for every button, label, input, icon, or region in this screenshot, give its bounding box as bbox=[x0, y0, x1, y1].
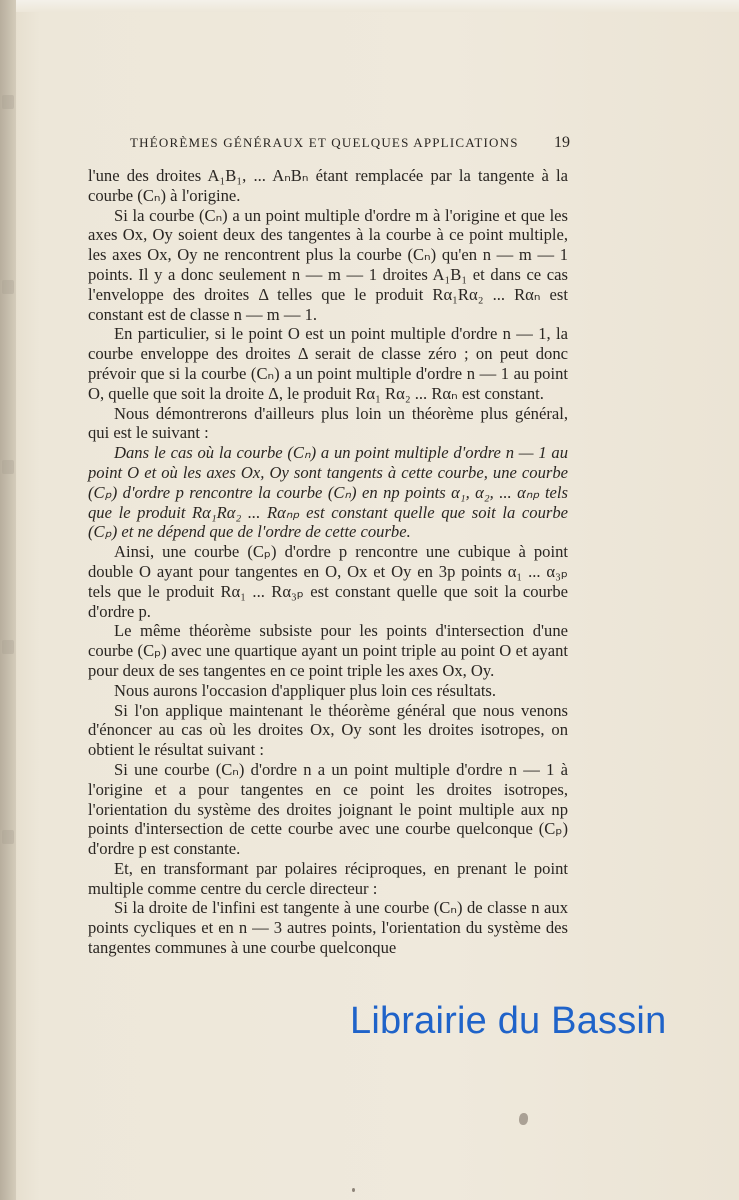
paragraph: Si l'on applique maintenant le théorème général que nous venons d'énoncer au cas où les droites Ox, Oy sont les droites isotropes, on obtient le résultat suivant : bbox=[88, 700, 568, 760]
bleed-through-mark bbox=[2, 460, 14, 474]
running-header bbox=[130, 134, 570, 152]
page-top-edge bbox=[16, 0, 739, 12]
paragraph: En particulier, si le point O est un point multiple d'ordre n — 1, la courbe enveloppe des droites Δ serait de classe zéro ; on peut donc prévoir que si la courbe (Cₙ) a un point multiple d'ordre n — 1 au point O, quelle que soit la droite Δ, le produit Rα₁ Rα₂ ... Rαₙ est constant. bbox=[88, 324, 568, 403]
ink-dot bbox=[352, 1188, 355, 1192]
paragraph: Nous démontrerons d'ailleurs plus loin un théorème plus général, qui est le suivant : bbox=[88, 403, 568, 443]
paragraph: Et, en transformant par polaires réciproques, en prenant le point multiple comme centre du cercle directeur : bbox=[88, 858, 568, 898]
bleed-through-mark bbox=[2, 640, 14, 654]
theorem-statement: Dans le cas où la courbe (Cₙ) a un point multiple d'ordre n — 1 au point O et où les axes Ox, Oy sont tangents à cette courbe, une courbe (Cₚ) d'ordre p rencontre la courbe (Cₙ) en np points α₁, α₂, ... αₙₚ tels que le produit Rα₁Rα₂ ... Rαₙₚ est constant quelle que soit la courbe (Cₚ) et ne dépend que de l'ordre de cette courbe. bbox=[88, 443, 568, 542]
page-number: 19 bbox=[554, 134, 570, 151]
body-text bbox=[88, 166, 568, 958]
page-gutter bbox=[0, 0, 16, 1200]
paragraph: Le même théorème subsiste pour les points d'intersection d'une courbe (Cₚ) avec une quartique ayant un point triple au point O et ayant pour deux de ses tangentes en ce point triple les axes Ox, Oy. bbox=[88, 621, 568, 680]
watermark-text: Librairie du Bassin bbox=[350, 1000, 667, 1042]
ink-smudge bbox=[519, 1113, 528, 1125]
bleed-through-mark bbox=[2, 280, 14, 294]
paragraph: l'une des droites A₁B₁, ... AₙBₙ étant remplacée par la tangente à la courbe (Cₙ) à l'origine. bbox=[88, 166, 568, 205]
bleed-through-mark bbox=[2, 95, 14, 109]
running-title: THÉORÈMES GÉNÉRAUX ET QUELQUES APPLICATIONS bbox=[130, 135, 519, 150]
bleed-through-mark bbox=[2, 830, 14, 844]
paragraph: Ainsi, une courbe (Cₚ) d'ordre p rencontre une cubique à point double O ayant pour tangentes en O, Ox et Oy en 3p points α₁ ... α₃ₚ tels que le produit Rα₁ ... Rα₃ₚ est constant quelle que soit la courbe d'ordre p. bbox=[88, 542, 568, 621]
paragraph: Si la courbe (Cₙ) a un point multiple d'ordre m à l'origine et que les axes Ox, Oy soient deux des tangentes à la courbe à ce point multiple, les axes Ox, Oy ne rencontrent plus la courbe (Cₙ) qu'en n — m — 1 points. Il y a donc seulement n — m — 1 droites A₁B₁ et dans ce cas l'enveloppe des droites Δ telles que le produit Rα₁Rα₂ ... Rαₙ est constant est de classe n — m — 1. bbox=[88, 205, 568, 324]
paragraph: Si la droite de l'infini est tangente à une courbe (Cₙ) de classe n aux points cycliques et en n — 3 autres points, l'orientation du système des tangentes communes à une courbe quelconque bbox=[88, 898, 568, 958]
paragraph: Si une courbe (Cₙ) d'ordre n a un point multiple d'ordre n — 1 à l'origine et a pour tangentes en ce point les droites isotropes, l'orientation du système des droites joignant le point multiple aux np points d'intersection de cette courbe avec une courbe quelconque (Cₚ) d'ordre p est constante. bbox=[88, 759, 568, 859]
paragraph: Nous aurons l'occasion d'appliquer plus loin ces résultats. bbox=[114, 680, 497, 700]
